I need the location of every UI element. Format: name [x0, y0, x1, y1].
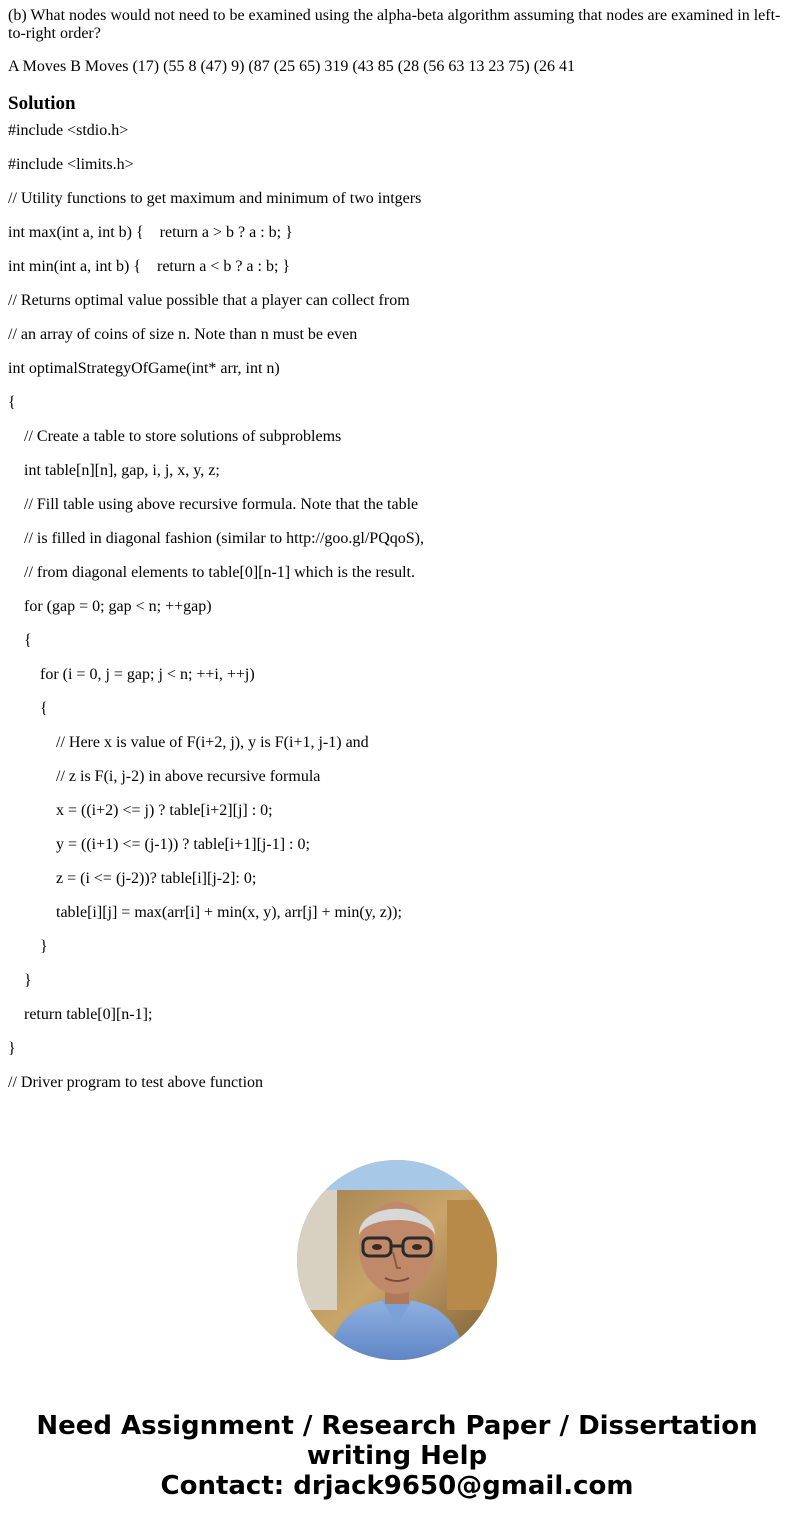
code-line: {	[8, 394, 16, 411]
code-line: #include <limits.h>	[8, 156, 134, 173]
code-line: // from diagonal elements to table[0][n-1] which is the result.	[8, 564, 415, 581]
code-line: return table[0][n-1];	[8, 1006, 153, 1023]
code-line: // is filled in diagonal fashion (similar to http://goo.gl/PQqoS),	[8, 530, 424, 547]
code-line: {	[8, 632, 32, 649]
code-line: int min(int a, int b) { return a < b ? a : b; }	[8, 258, 291, 275]
footer-line-1: Need Assignment / Research Paper / Dissertation	[36, 1411, 758, 1441]
code-line: int table[n][n], gap, i, j, x, y, z;	[8, 462, 220, 479]
code-line: }	[8, 938, 48, 955]
solution-heading: Solution	[8, 93, 76, 114]
code-line: x = ((i+2) <= j) ? table[i+2][j] : 0;	[8, 802, 273, 819]
code-line: }	[8, 1040, 16, 1057]
code-line: table[i][j] = max(arr[i] + min(x, y), arr[j] + min(y, z));	[8, 904, 402, 921]
moves-text: A Moves B Moves (17) (55 8 (47) 9) (87 (25 65) 319 (43 85 (28 (56 63 13 23 75) (26 41	[8, 58, 576, 75]
code-line: y = ((i+1) <= (j-1)) ? table[i+1][j-1] : 0;	[8, 836, 310, 853]
code-line: // z is F(i, j-2) in above recursive formula	[8, 768, 321, 785]
code-line: // Returns optimal value possible that a player can collect from	[8, 292, 410, 309]
code-line: // Fill table using above recursive formula. Note that the table	[8, 496, 419, 513]
footer-banner	[0, 1411, 794, 1501]
code-line: // an array of coins of size n. Note than n must be even	[8, 326, 358, 343]
code-line: for (i = 0, j = gap; j < n; ++i, ++j)	[8, 666, 255, 683]
code-line: // Driver program to test above function	[8, 1074, 264, 1091]
code-line: #include <stdio.h>	[8, 122, 129, 139]
question-text: (b) What nodes would not need to be examined using the alpha-beta algorithm assuming that nodes are examined in left-to-right order?	[8, 7, 781, 42]
code-line: int max(int a, int b) { return a > b ? a : b; }	[8, 224, 293, 241]
code-line: {	[8, 700, 48, 717]
code-line: // Utility functions to get maximum and minimum of two intgers	[8, 190, 422, 207]
author-photo	[297, 1160, 497, 1360]
code-line: int optimalStrategyOfGame(int* arr, int n)	[8, 360, 280, 377]
footer-contact: Contact: drjack9650@gmail.com	[160, 1471, 634, 1501]
code-line: // Create a table to store solutions of subproblems	[8, 428, 342, 445]
code-line: z = (i <= (j-2))? table[i][j-2]: 0;	[8, 870, 257, 887]
code-line: for (gap = 0; gap < n; ++gap)	[8, 598, 212, 615]
footer-line-2: writing Help	[306, 1441, 488, 1471]
portrait-image	[297, 1160, 497, 1360]
code-listing	[8, 122, 786, 1108]
document-body	[0, 7, 794, 1108]
code-line: }	[8, 972, 32, 989]
code-line: // Here x is value of F(i+2, j), y is F(i+1, j-1) and	[8, 734, 369, 751]
